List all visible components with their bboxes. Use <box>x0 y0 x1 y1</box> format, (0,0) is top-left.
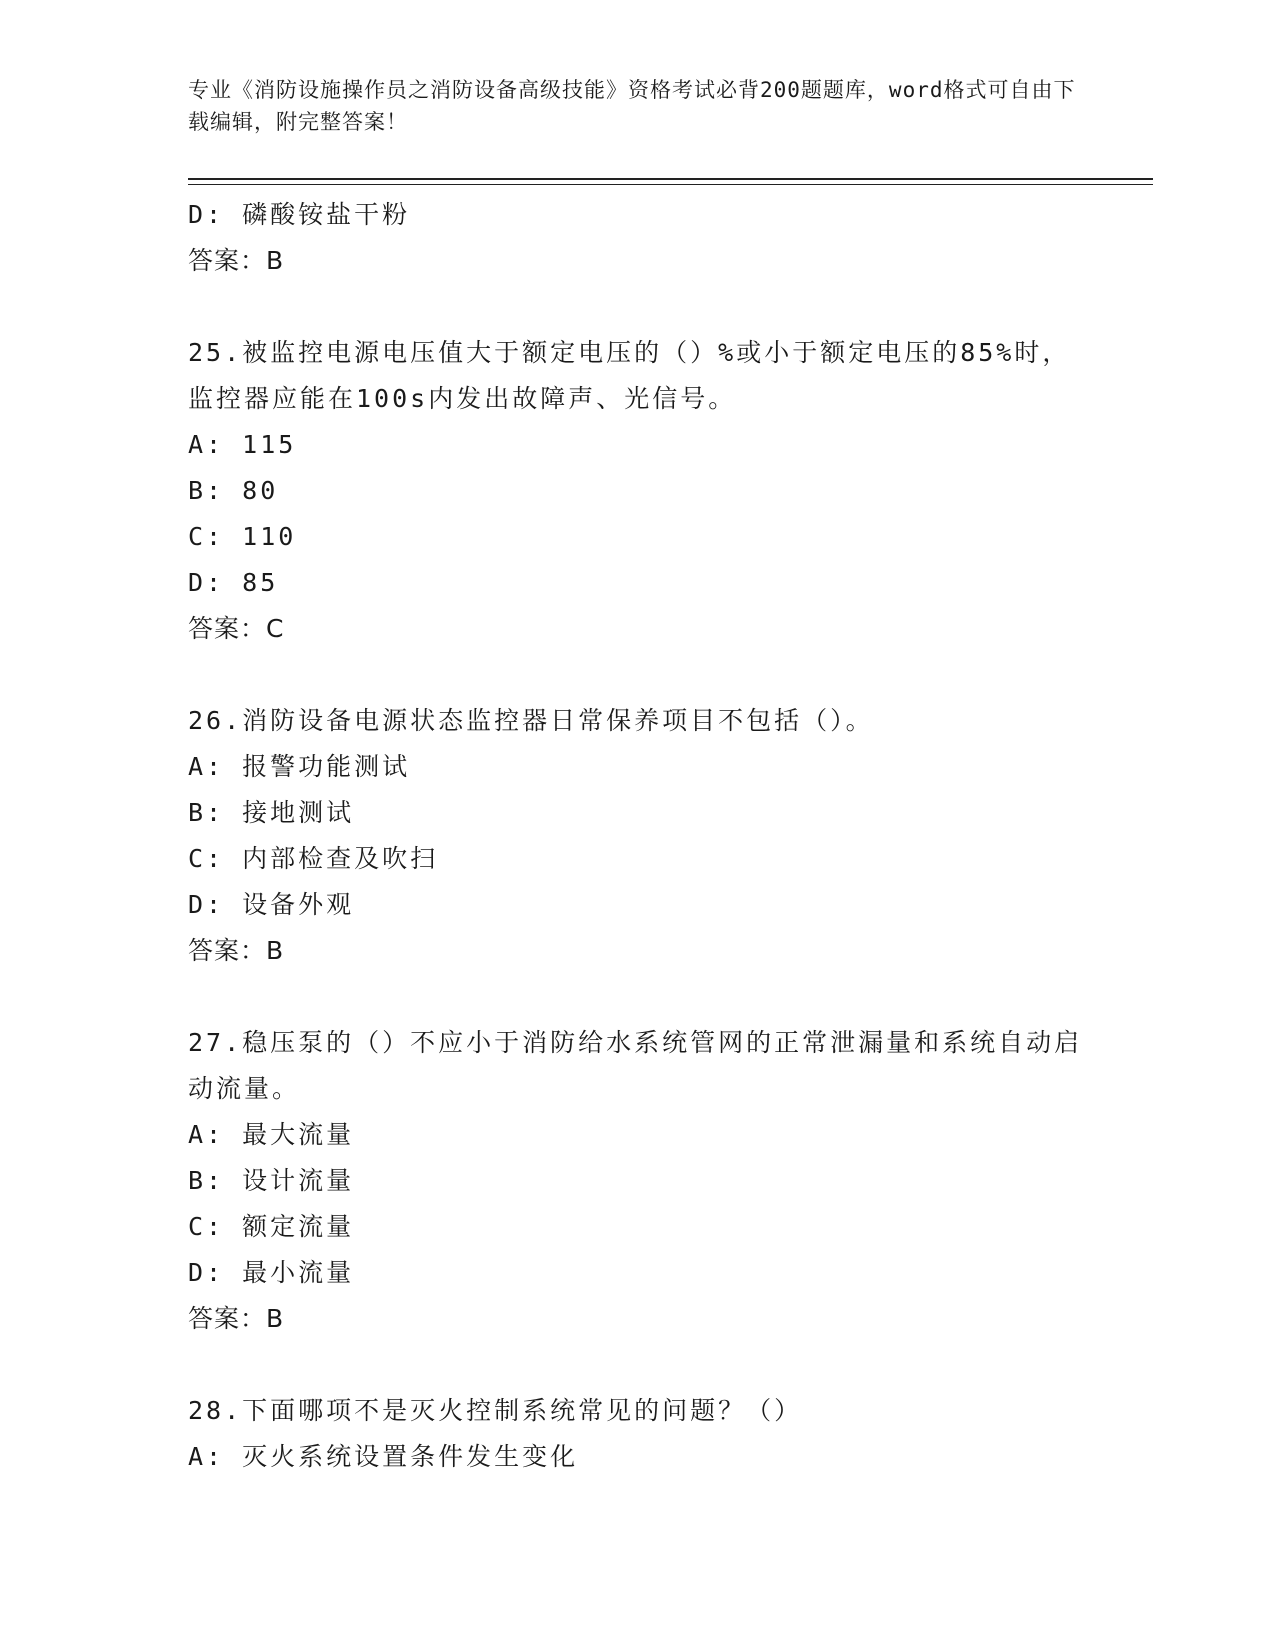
spacer <box>188 974 1088 1020</box>
question-text: 26.消防设备电源状态监控器日常保养项目不包括（）。 <box>188 706 874 735</box>
option-c: C: 内部检查及吹扫 <box>188 844 439 873</box>
option-d: D: 85 <box>188 568 279 597</box>
question-26 <box>188 698 1088 974</box>
option-c: C: 110 <box>188 522 297 551</box>
spacer <box>188 284 1088 330</box>
answer: 答案：B <box>188 936 285 965</box>
question-text: 25.被监控电源电压值大于额定电压的（）%或小于额定电压的85%时，监控器应能在100s内发出故障声、光信号。 <box>188 338 1071 413</box>
header-divider-thick <box>188 178 1153 180</box>
question-text: 28.下面哪项不是灭火控制系统常见的问题？（） <box>188 1396 803 1425</box>
answer: 答案：B <box>188 1304 285 1333</box>
header-divider-thin <box>188 184 1153 185</box>
option-b: B: 设计流量 <box>188 1166 355 1195</box>
option-a: A: 115 <box>188 430 297 459</box>
question-28 <box>188 1388 1088 1480</box>
spacer <box>188 652 1088 698</box>
option-a: A: 最大流量 <box>188 1120 355 1149</box>
option-b: B: 接地测试 <box>188 798 355 827</box>
option-c: C: 额定流量 <box>188 1212 355 1241</box>
option-d: D: 最小流量 <box>188 1258 355 1287</box>
question-text: 27.稳压泵的（）不应小于消防给水系统管网的正常泄漏量和系统自动启动流量。 <box>188 1028 1083 1103</box>
option-b: B: 80 <box>188 476 279 505</box>
prev-answer: 答案：B <box>188 246 285 275</box>
option-d: D: 设备外观 <box>188 890 355 919</box>
option-a: A: 报警功能测试 <box>188 752 411 781</box>
answer: 答案：C <box>188 614 285 643</box>
option-a: A: 灭火系统设置条件发生变化 <box>188 1442 579 1471</box>
prev-option-d: D: 磷酸铵盐干粉 <box>188 200 411 229</box>
spacer <box>188 1342 1088 1388</box>
document-header: 专业《消防设施操作员之消防设备高级技能》资格考试必背200题题库，word格式可自由下载编辑，附完整答案！ <box>188 78 1076 134</box>
question-list <box>188 192 1088 1480</box>
question-25 <box>188 330 1088 652</box>
question-27 <box>188 1020 1088 1342</box>
